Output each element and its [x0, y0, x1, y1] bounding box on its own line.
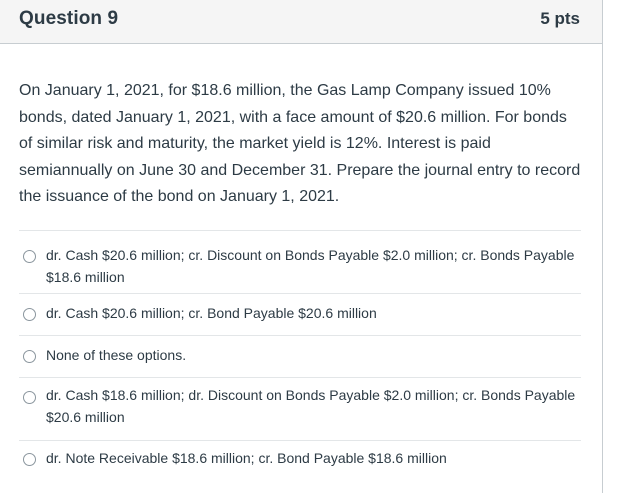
answer-option-2[interactable] [19, 293, 581, 335]
question-points: 5 pts [540, 9, 580, 28]
answer-option-5[interactable] [19, 440, 581, 482]
answer-label[interactable]: dr. Cash $18.6 million; dr. Discount on Bonds Payable $2.0 million; cr. Bonds Payable $20.6 million [46, 387, 576, 425]
answer-option-1[interactable] [19, 230, 581, 293]
radio-button[interactable] [23, 453, 36, 466]
answer-label[interactable]: dr. Cash $20.6 million; cr. Discount on Bonds Payable $2.0 million; cr. Bonds Payable $18.6 million [46, 247, 575, 285]
answer-list [19, 230, 581, 482]
radio-button[interactable] [23, 308, 36, 321]
answer-label[interactable]: dr. Cash $20.6 million; cr. Bond Payable $20.6 million [46, 305, 377, 321]
question-header [0, 0, 602, 44]
radio-button[interactable] [23, 250, 36, 263]
question-text: On January 1, 2021, for $18.6 million, the Gas Lamp Company issued 10% bonds, dated January 1, 2021, with a face amount of $20.6 million. For bonds of similar risk and maturity, the market yield is 12%. Interest is paid semiannually on June 30 and December 31. Prepare the journal entry to record the issuance of the bond on January 1, 2021. [19, 82, 581, 205]
radio-button[interactable] [23, 391, 36, 404]
answer-option-4[interactable] [19, 377, 581, 440]
question-title: Question 9 [19, 8, 119, 29]
answer-label[interactable]: dr. Note Receivable $18.6 million; cr. Bond Payable $18.6 million [46, 450, 447, 466]
answer-option-3[interactable] [19, 335, 581, 377]
answer-label[interactable]: None of these options. [46, 347, 187, 363]
radio-button[interactable] [23, 350, 36, 363]
